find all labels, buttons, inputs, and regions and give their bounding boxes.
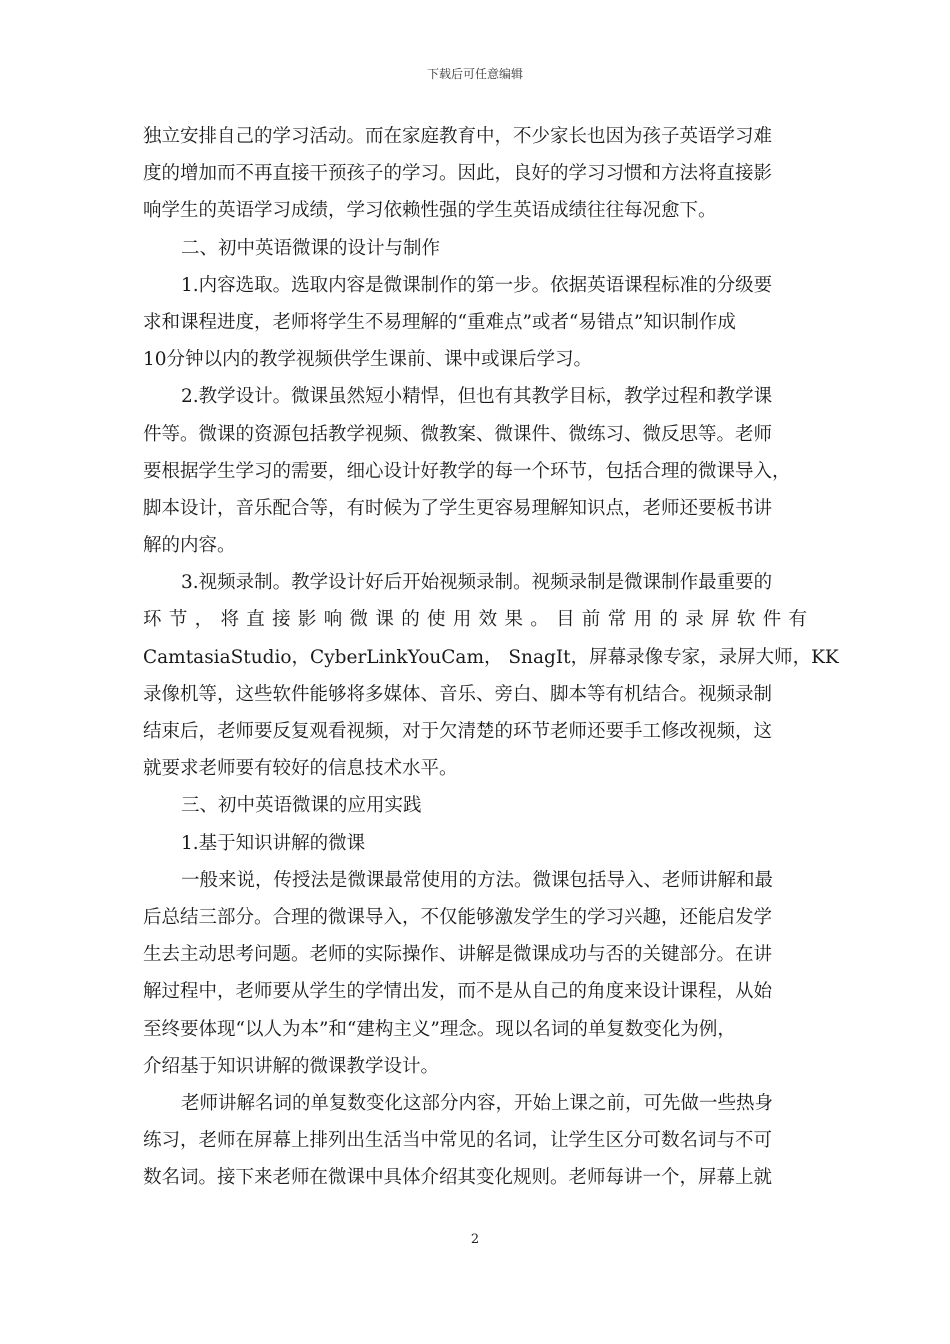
text-line: 脚本设计，音乐配合等，有时候为了学生更容易理解知识点，老师还要板书讲 [143, 497, 773, 519]
text-line: 度的增加而不再直接干预孩子的学习。因此，良好的学习习惯和方法将直接影 [143, 163, 773, 185]
page-number: 2 [470, 1232, 480, 1247]
text-line: 2.教学设计。微课虽然短小精悍，但也有其教学目标，教学过程和教学课 [181, 386, 773, 408]
text-line: 老师讲解名词的单复数变化这部分内容，开始上课之前，可先做一些热身 [181, 1092, 774, 1114]
text-line: 练习，老师在屏幕上排列出生活当中常见的名词，让学生区分可数名词与不可 [143, 1130, 773, 1152]
text-line: 件等。微课的资源包括教学视频、微教案、微课件、微练习、微反思等。老师 [143, 423, 773, 445]
text-line: 数名词。接下来老师在微课中具体介绍其变化规则。老师每讲一个，屏幕上就 [143, 1167, 773, 1189]
text-line: 环节，将直接影响微课的使用效果。目前常用的录屏软件有 [143, 609, 807, 631]
text-line: 后总结三部分。合理的微课导入，不仅能够激发学生的学习兴趣，还能启发学 [143, 906, 773, 928]
text-line: 至终要体现“以人为本”和“建构主义”理念。现以名词的单复数变化为例， [143, 1018, 736, 1040]
text-line: 10分钟以内的教学视频供学生课前、课中或课后学习。 [143, 349, 593, 371]
section-heading: 二、初中英语微课的设计与制作 [181, 237, 441, 259]
text-line: 独立安排自己的学习活动。而在家庭教育中，不少家长也因为孩子英语学习难 [143, 126, 773, 147]
text-line: 3.视频录制。教学设计好后开始视频录制。视频录制是微课制作最重要的 [181, 572, 773, 594]
text-line: 生去主动思考问题。老师的实际操作、讲解是微课成功与否的关键部分。在讲 [143, 944, 773, 966]
text-line: 求和课程进度，老师将学生不易理解的“重难点”或者“易错点”知识制作成 [143, 311, 736, 333]
section-heading: 三、初中英语微课的应用实践 [181, 795, 422, 817]
text-line: 要根据学生学习的需要，细心设计好教学的每一个环节，包括合理的微课导入， [143, 460, 791, 482]
text-line: 解的内容。 [143, 535, 236, 557]
text-line: 响学生的英语学习成绩，学习依赖性强的学生英语成绩往往每况愈下。 [143, 200, 717, 222]
document-body [143, 118, 839, 1196]
subsection-heading: 1.基于知识讲解的微课 [181, 832, 366, 854]
text-line: 一般来说，传授法是微课最常使用的方法。微课包括导入、老师讲解和最 [181, 869, 774, 891]
text-line: 解过程中，老师要从学生的学情出发，而不是从自己的角度来设计课程，从始 [143, 981, 773, 1003]
text-line: 1.内容选取。选取内容是微课制作的第一步。依据英语课程标准的分级要 [181, 274, 773, 296]
page-header: 下载后可任意编辑 [426, 67, 523, 81]
text-line: 就要求老师要有较好的信息技术水平。 [143, 758, 458, 780]
text-line: 介绍基于知识讲解的微课教学设计。 [143, 1055, 440, 1077]
text-line: 录像机等，这些软件能够将多媒体、音乐、旁白、脚本等有机结合。视频录制 [143, 683, 773, 705]
text-line: 结束后，老师要反复观看视频，对于欠清楚的环节老师还要手工修改视频，这 [143, 721, 773, 742]
text-line: CamtasiaStudio，CyberLinkYouCam， SnagIt，屏幕录像专家，录屏大师，KK [143, 646, 839, 668]
